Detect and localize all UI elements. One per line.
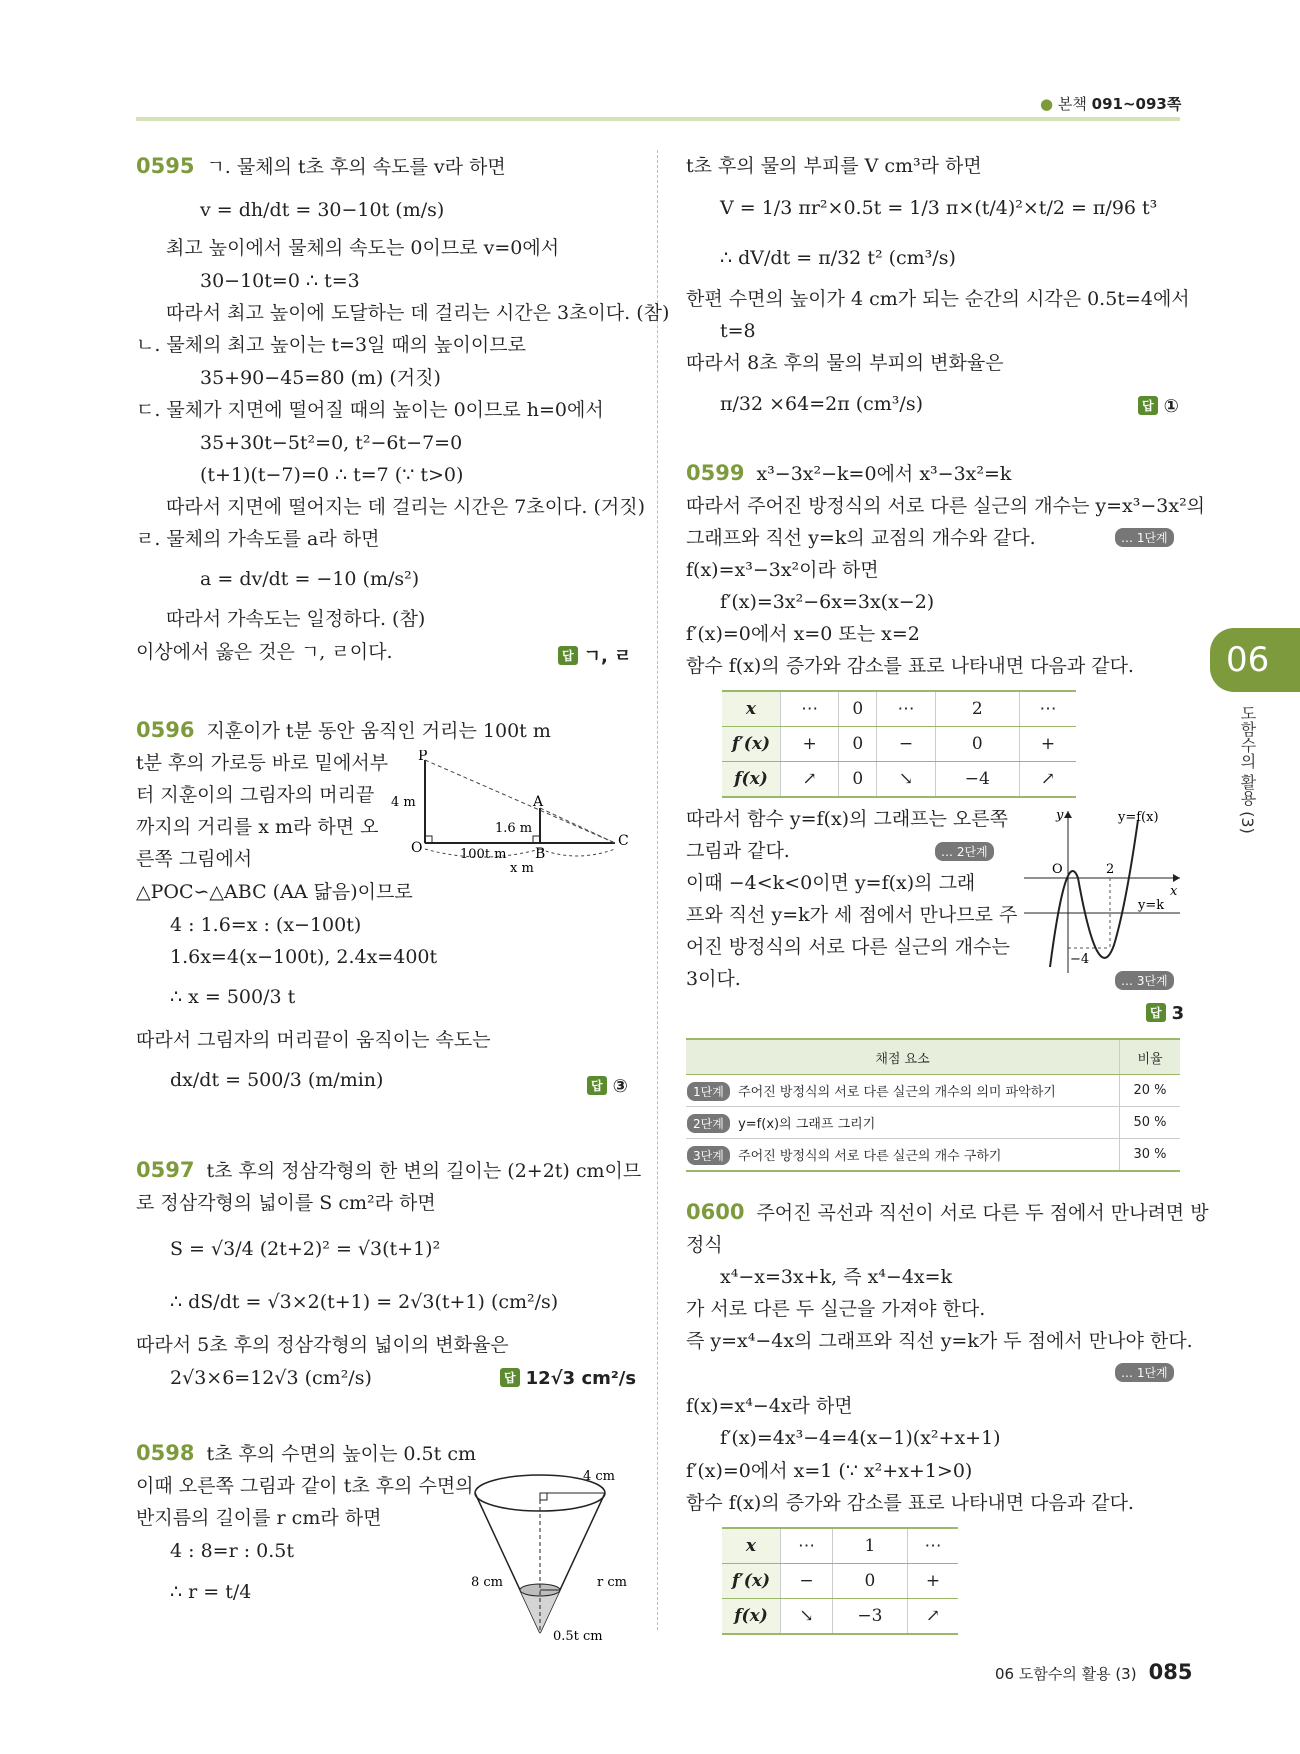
table-row: 3단계 주어진 방정식의 서로 다른 실근의 개수 구하기 30 % bbox=[686, 1139, 1180, 1172]
p0598-cont: 따라서 8초 후의 물의 부피의 변화율은 bbox=[686, 352, 1004, 374]
header-label: 본책 bbox=[1057, 95, 1087, 113]
step-badge: 3단계 bbox=[687, 1146, 730, 1165]
graph-y-axis-label: y bbox=[1056, 808, 1064, 823]
p0599-after: 3이다. bbox=[686, 968, 741, 990]
table-row: x ⋯ 1 ⋯ bbox=[722, 1528, 958, 1564]
p0600-line: f′(x)=4x³−4=4(x−1)(x²+x+1) bbox=[720, 1427, 1001, 1449]
table-row: f(x) ↘ −3 ↗ bbox=[722, 1599, 958, 1635]
cone-top-radius: 4 cm bbox=[583, 1469, 616, 1484]
increase-decrease-table-0600 bbox=[722, 1527, 958, 1635]
p0595-line: 최고 높이에서 물체의 속도는 0이므로 v=0에서 bbox=[166, 237, 560, 259]
answer-0599: 답 3 bbox=[1146, 1003, 1184, 1024]
p0600-line: 가 서로 다른 두 실근을 가져야 한다. bbox=[686, 1298, 986, 1320]
step-marker: … 1단계 bbox=[1115, 1363, 1174, 1382]
page-footer bbox=[995, 1660, 1192, 1684]
p0596-line: 따라서 그림자의 머리끝이 움직이는 속도는 bbox=[136, 1029, 491, 1051]
answer-badge: 답 bbox=[500, 1368, 520, 1387]
p0599-line: f′(x)=3x²−6x=3x(x−2) bbox=[720, 591, 935, 613]
p0596-line: ∴ x = 500/3 t bbox=[170, 986, 296, 1008]
cone-figure bbox=[465, 1468, 645, 1643]
p0599-after: 그림과 같다. bbox=[686, 840, 790, 862]
table-row: 1단계 주어진 방정식의 서로 다른 실근의 개수의 의미 파악하기 20 % bbox=[686, 1075, 1180, 1107]
p0600-line: f′(x)=0에서 x=1 (∵ x²+x+1>0) bbox=[686, 1460, 973, 1482]
p0599-after: 프와 직선 y=k가 세 점에서 만나므로 주 bbox=[686, 904, 1018, 926]
problem-number-0595: 0595 bbox=[136, 154, 195, 178]
p0599-line: f′(x)=0에서 x=0 또는 x=2 bbox=[686, 623, 920, 645]
p0596-line: 까지의 거리를 x m라 하면 오 bbox=[136, 816, 379, 838]
step-badge: 2단계 bbox=[687, 1114, 730, 1133]
column-divider bbox=[657, 150, 659, 1630]
p0598-line: ∴ r = t/4 bbox=[170, 1581, 252, 1603]
p0595-line: (t+1)(t−7)=0 ∴ t=7 (∵ t>0) bbox=[200, 464, 464, 486]
cone-water-height: 0.5t cm bbox=[553, 1629, 603, 1643]
fig-label-O: O bbox=[411, 840, 423, 856]
p0598-cont: t=8 bbox=[720, 320, 756, 342]
graph-tick-minus4: −4 bbox=[1070, 952, 1090, 967]
graph-origin: O bbox=[1052, 862, 1063, 877]
p0600-line: 즉 y=x⁴−4x의 그래프와 직선 y=k가 두 점에서 만나야 한다. bbox=[686, 1330, 1193, 1352]
step-badge: 1단계 bbox=[687, 1082, 730, 1101]
fig-label-A: A bbox=[533, 794, 544, 810]
p0595-line: 따라서 지면에 떨어지는 데 걸리는 시간은 7초이다. (거짓) bbox=[166, 496, 646, 518]
p0598-line: 이때 오른쪽 그림과 같이 t초 후의 수면의 bbox=[136, 1475, 474, 1497]
p0598-cont: 한편 수면의 높이가 4 cm가 되는 순간의 시각은 0.5t=4에서 bbox=[686, 288, 1190, 310]
answer-badge: 답 bbox=[587, 1076, 607, 1095]
p0596-line: dx/dt = 500/3 (m/min) bbox=[170, 1069, 384, 1091]
p0600-line: 함수 f(x)의 증가와 감소를 표로 나타내면 다음과 같다. bbox=[686, 1492, 1134, 1514]
p0596-line: 터 지훈이의 그림자의 머리끝 bbox=[136, 784, 375, 806]
p0595-line: 따라서 가속도는 일정하다. (참) bbox=[166, 608, 426, 630]
problem-0600-first: 0600 주어진 곡선과 직선이 서로 다른 두 점에서 만나려면 방 bbox=[686, 1200, 1209, 1224]
header-rule bbox=[136, 117, 1180, 121]
p0599-line: 함수 f(x)의 증가와 감소를 표로 나타내면 다음과 같다. bbox=[686, 655, 1134, 677]
p0598-cont: t초 후의 물의 부피를 V cm³라 하면 bbox=[686, 155, 982, 177]
lamp-shadow-figure bbox=[385, 750, 635, 875]
p0595-line: 따라서 최고 높이에 도달하는 데 걸리는 시간은 3초이다. (참) bbox=[166, 302, 670, 324]
fig-label-B: B bbox=[535, 846, 546, 862]
p0596-line: 4 : 1.6=x : (x−100t) bbox=[170, 914, 362, 936]
problem-number-0597: 0597 bbox=[136, 1158, 195, 1182]
p0599-after: 따라서 함수 y=f(x)의 그래프는 오른쪽 bbox=[686, 808, 1008, 830]
p0599-line: f(x)=x³−3x²이라 하면 bbox=[686, 559, 879, 581]
p0596-line: 1.6x=4(x−100t), 2.4x=400t bbox=[170, 946, 438, 968]
chapter-tab bbox=[1210, 628, 1300, 692]
problem-0599-first: 0599 x³−3x²−k=0에서 x³−3x²=k bbox=[686, 461, 1012, 485]
chapter-number: 06 bbox=[1226, 640, 1270, 680]
p0598-line: 4 : 8=r : 0.5t bbox=[170, 1540, 294, 1562]
graph-tick-2: 2 bbox=[1106, 862, 1115, 877]
footer-chapter: 06 도함수의 활용 (3) bbox=[995, 1665, 1137, 1683]
p0597-line: ∴ dS/dt = √3×2(t+1) = 2√3(t+1) (cm²/s) bbox=[170, 1291, 559, 1313]
p0600-line: x⁴−x=3x+k, 즉 x⁴−4x=k bbox=[720, 1266, 953, 1288]
problem-number-0598: 0598 bbox=[136, 1441, 195, 1465]
problem-0596-first: 0596 지훈이가 t분 동안 움직인 거리는 100t m bbox=[136, 718, 551, 742]
fig-dist-shadow: x m bbox=[510, 861, 534, 875]
p0596-line: 른쪽 그림에서 bbox=[136, 848, 253, 870]
problem-0595-first: 0595 ㄱ. 물체의 t초 후의 속도를 v라 하면 bbox=[136, 154, 506, 178]
increase-decrease-table-0599 bbox=[722, 690, 1076, 798]
graph-line-label: y=k bbox=[1138, 898, 1165, 913]
p0596-line: t분 후의 가로등 바로 밑에서부 bbox=[136, 752, 389, 774]
problem-number-0599: 0599 bbox=[686, 461, 745, 485]
step-marker: … 3단계 bbox=[1115, 971, 1174, 990]
table-row: 2단계 y=f(x)의 그래프 그리기 50 % bbox=[686, 1107, 1180, 1139]
p0599-line: 따라서 주어진 방정식의 서로 다른 실근의 개수는 y=x³−3x²의 bbox=[686, 495, 1206, 517]
scoring-table bbox=[686, 1038, 1180, 1172]
table-row: f′(x) + 0 − 0 + bbox=[722, 727, 1076, 762]
p0599-after: 이때 −4<k<0이면 y=f(x)의 그래 bbox=[686, 872, 976, 894]
fig-dist-walk: 100t m bbox=[460, 847, 507, 862]
p0598-cont: ∴ dV/dt = π/32 t² (cm³/s) bbox=[720, 247, 956, 269]
answer-badge: 답 bbox=[1138, 396, 1158, 415]
p0596-line: △POC∽△ABC (AA 닮음)이므로 bbox=[136, 881, 413, 903]
p0597-line: 2√3×6=12√3 (cm²/s) bbox=[170, 1367, 372, 1389]
fig-height-lamp: 4 m bbox=[391, 795, 416, 810]
problem-0598-first: 0598 t초 후의 수면의 높이는 0.5t cm bbox=[136, 1441, 476, 1465]
p0595-line: 이상에서 옳은 것은 ㄱ, ㄹ이다. bbox=[136, 641, 393, 663]
p0598-line: 반지름의 길이를 r cm라 하면 bbox=[136, 1507, 382, 1529]
p0598-cont: V = 1/3 πr²×0.5t = 1/3 π×(t/4)²×t/2 = π/96 t³ bbox=[720, 197, 1158, 219]
table-row: x ⋯ 0 ⋯ 2 ⋯ bbox=[722, 691, 1076, 727]
bullet-icon: ● bbox=[1040, 95, 1054, 113]
table-row: 채점 요소 비율 bbox=[686, 1039, 1180, 1075]
step-marker: … 1단계 bbox=[1115, 528, 1174, 547]
table-row: f′(x) − 0 + bbox=[722, 1564, 958, 1599]
problem-0597-first: 0597 t초 후의 정삼각형의 한 변의 길이는 (2+2t) cm이므 bbox=[136, 1158, 642, 1182]
cubic-graph bbox=[1020, 805, 1185, 975]
problem-number-0596: 0596 bbox=[136, 718, 195, 742]
p0595-line: 30−10t=0 ∴ t=3 bbox=[200, 270, 360, 292]
p0595-line: 35+30t−5t²=0, t²−6t−7=0 bbox=[200, 432, 463, 454]
page-header bbox=[1040, 93, 1181, 114]
step-marker: … 2단계 bbox=[935, 842, 994, 861]
answer-badge: 답 bbox=[558, 646, 578, 665]
p0595-line: ㄷ. 물체가 지면에 떨어질 때의 높이는 0이므로 h=0에서 bbox=[136, 399, 604, 421]
p0597-line: S = √3/4 (2t+2)² = √3(t+1)² bbox=[170, 1238, 441, 1260]
answer-0595: 답 ㄱ, ㄹ bbox=[558, 642, 631, 668]
fig-label-P: P bbox=[418, 750, 428, 764]
p0595-line: ㄴ. 물체의 최고 높이는 t=3일 때의 높이이므로 bbox=[136, 334, 526, 356]
problem-number-0600: 0600 bbox=[686, 1200, 745, 1224]
graph-curve-label: y=f(x) bbox=[1118, 810, 1159, 825]
p0600-line: f(x)=x⁴−4x라 하면 bbox=[686, 1395, 853, 1417]
cone-height: 8 cm bbox=[471, 1575, 504, 1590]
chapter-side-title: 도함수의 활용 (3) bbox=[1238, 705, 1257, 834]
answer-0598: 답 ① bbox=[1138, 396, 1179, 417]
answer-0596: 답 ③ bbox=[587, 1076, 628, 1097]
fig-label-C: C bbox=[618, 833, 629, 849]
page-number: 085 bbox=[1148, 1660, 1193, 1684]
cone-water-radius: r cm bbox=[597, 1575, 627, 1590]
table-row: f(x) ↗ 0 ↘ −4 ↗ bbox=[722, 762, 1076, 798]
p0597-line: 로 정삼각형의 넓이를 S cm²라 하면 bbox=[136, 1192, 436, 1214]
answer-0597: 답 12√3 cm²/s bbox=[500, 1368, 636, 1389]
p0598-cont: π/32 ×64=2π (cm³/s) bbox=[720, 393, 923, 415]
p0599-after: 어진 방정식의 서로 다른 실근의 개수는 bbox=[686, 936, 1010, 958]
p0595-line: 35+90−45=80 (m) (거짓) bbox=[200, 367, 441, 389]
p0597-line: 따라서 5초 후의 정삼각형의 넓이의 변화율은 bbox=[136, 1334, 509, 1356]
fig-height-person: 1.6 m bbox=[495, 821, 533, 836]
header-pages: 091~093쪽 bbox=[1091, 95, 1182, 113]
p0599-line: 그래프와 직선 y=k의 교점의 개수와 같다. bbox=[686, 527, 1036, 549]
graph-x-axis-label: x bbox=[1170, 884, 1178, 899]
p0595-line: v = dh/dt = 30−10t (m/s) bbox=[200, 199, 445, 221]
p0600-line: 정식 bbox=[686, 1234, 723, 1256]
p0595-line: a = dv/dt = −10 (m/s²) bbox=[200, 568, 420, 590]
p0595-line: ㄹ. 물체의 가속도를 a라 하면 bbox=[136, 528, 380, 550]
answer-badge: 답 bbox=[1146, 1003, 1166, 1022]
